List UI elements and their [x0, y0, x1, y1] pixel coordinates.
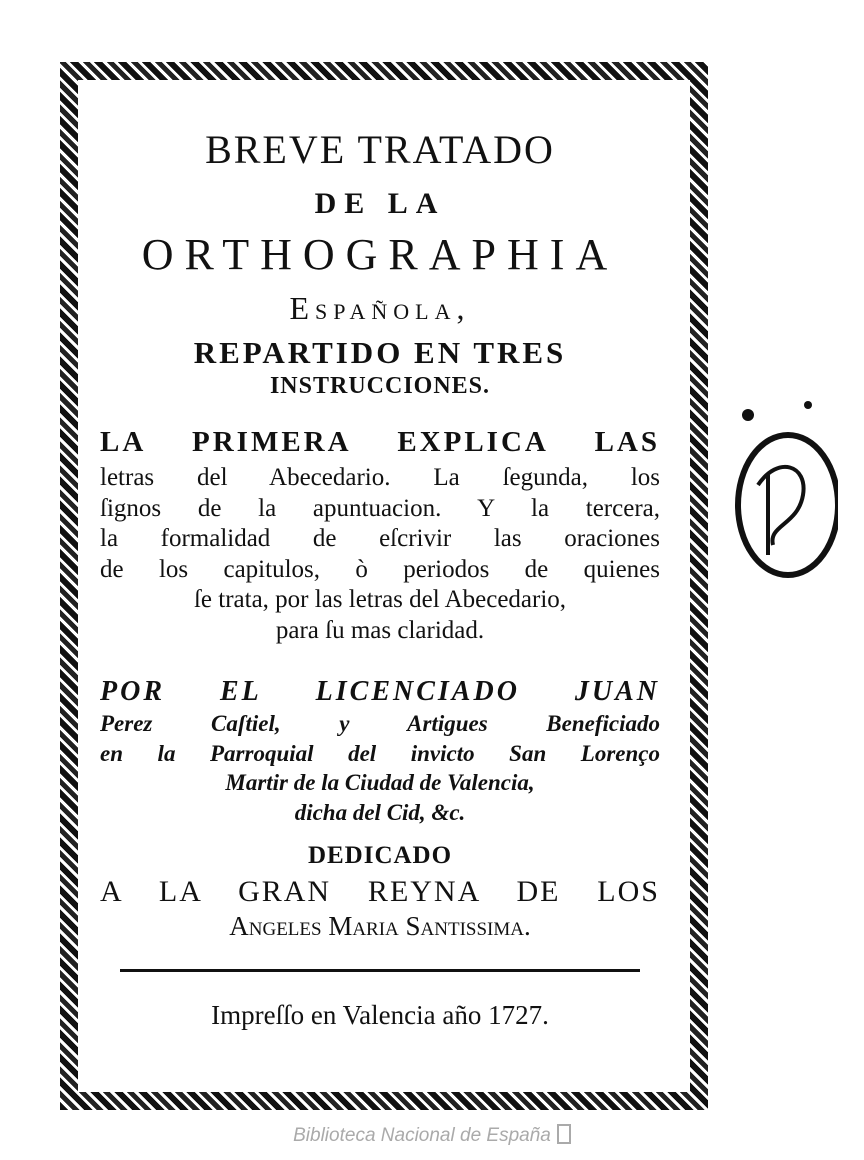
- description-line: ſignos de la apuntuacion. Y la tercera,: [100, 494, 660, 522]
- description-line: de los capitulos, ò periodos de quienes: [100, 555, 660, 583]
- subtitle-line-1: REPARTIDO EN TRES: [193, 334, 567, 370]
- description-line: ſe trata, por las letras del Abecedario,: [193, 586, 567, 614]
- library-watermark: [0, 1124, 864, 1147]
- description-line: para ſu mas claridad.: [275, 616, 485, 644]
- imprint: Impreſſo en Valencia año 1727.: [211, 999, 549, 1030]
- author-line: en la Parroquial del invicto San Lorenço: [100, 740, 660, 766]
- title-line-3: ORTHOGRAPHIA: [141, 229, 619, 279]
- description-body: [100, 463, 660, 646]
- author-heading: POR EL LICENCIADO JUAN: [100, 676, 660, 708]
- divider: [120, 969, 640, 972]
- title-line-2: DE LA: [314, 187, 446, 220]
- author-details: [100, 709, 660, 829]
- description-heading: LA PRIMERA EXPLICA LAS: [100, 426, 660, 459]
- title-line-4: Española,: [289, 290, 471, 327]
- dedication-line: A LA GRAN REYNA DE LOS: [100, 874, 660, 908]
- title-page-text: [100, 115, 660, 1031]
- dedication-heading: DEDICADO: [307, 842, 453, 870]
- subtitle-line-2: INSTRUCCIONES.: [269, 372, 491, 399]
- title-line-1: BREVE TRATADO: [205, 127, 555, 172]
- watermark-text: Biblioteca Nacional de España: [293, 1125, 551, 1146]
- author-line: dicha del Cid, &c.: [294, 800, 466, 826]
- author-line: Perez Caſtiel, y Artigues Beneficiado: [100, 710, 660, 736]
- dedication-line: Angeles Maria Santissima.: [229, 911, 531, 942]
- book-icon: [557, 1124, 571, 1144]
- description-line: la formalidad de eſcrivir las oraciones: [100, 525, 660, 553]
- description-line: letras del Abecedario. La ſegunda, los: [100, 464, 660, 492]
- library-stamp-icon: [718, 375, 838, 615]
- author-line: Martir de la Ciudad de Valencia,: [225, 770, 535, 796]
